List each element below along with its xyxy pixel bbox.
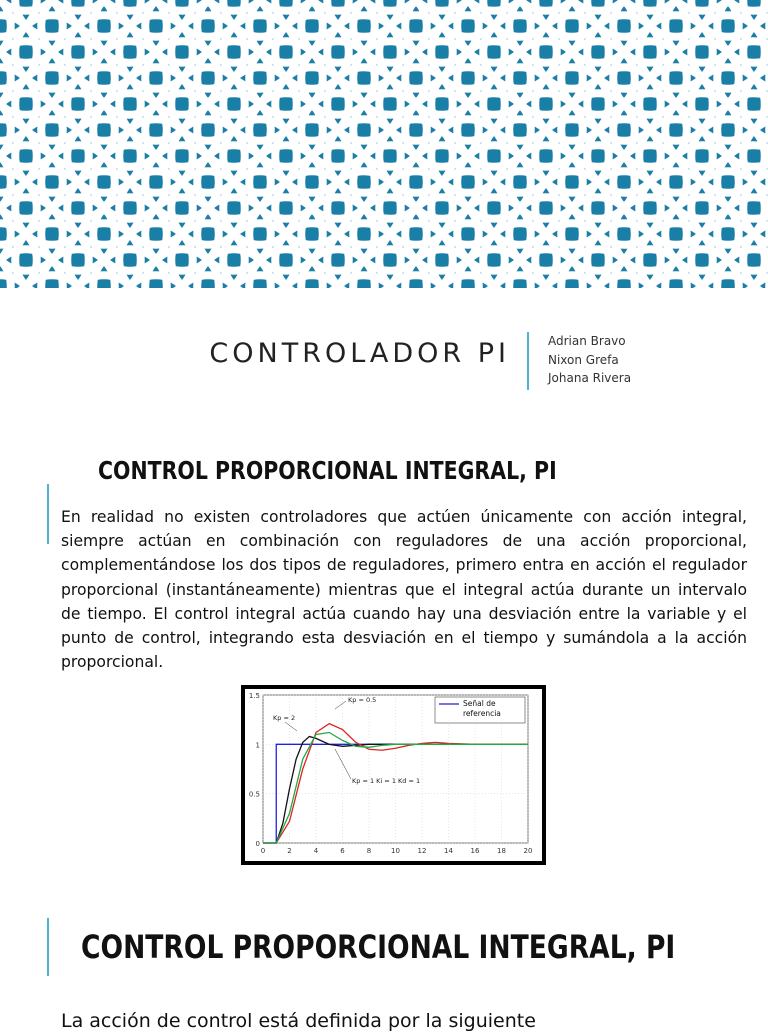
x-tick-label: 2: [287, 847, 292, 855]
accent-bar: [47, 484, 49, 544]
author-name: Nixon Grefa: [548, 352, 619, 367]
section-heading: CONTROL PROPORCIONAL INTEGRAL, PI: [81, 928, 676, 966]
legend-label: referencia: [463, 709, 501, 718]
authors-list: [548, 332, 631, 388]
x-tick-label: 18: [497, 847, 506, 855]
chart-annotation: Kp = 1 Ki = 1 Kd = 1: [352, 777, 421, 785]
decorative-banner: [0, 0, 768, 288]
chart-annotation: Kp = 0.5: [348, 696, 377, 704]
interlocking-circles-pattern: [0, 0, 768, 288]
y-tick-label: 0.5: [248, 790, 260, 799]
author-name: Adrian Bravo: [548, 334, 626, 348]
chart-annotation: Kp = 2: [273, 714, 296, 722]
x-tick-label: 14: [444, 847, 453, 855]
x-tick-label: 12: [417, 847, 427, 855]
partial-body-text: La acción de control está definida por la siguiente: [61, 1010, 536, 1032]
body-paragraph: En realidad no existen controladores que actúen únicamente con acción integral, siempre actúan en combinación con reguladores de una acción proporcional, complementándose los dos tipos de reguladores, primero entra en acción el regulador proporcional (instantáneamente) mientras que el integral actúa durante un intervalo de tiempo. El control integral actúa cuando hay una desviación entre la variable y el punto de control, integrando esta desviación en el tiempo y sumándola a la acción proporcional.: [61, 508, 747, 672]
title-block: [0, 330, 768, 390]
x-tick-label: 6: [340, 847, 345, 855]
x-tick-label: 0: [260, 847, 266, 855]
y-tick-label: 1: [255, 741, 260, 750]
title-divider: [527, 332, 529, 390]
y-tick-label: 1.5: [248, 692, 260, 700]
legend-label: Señal de: [463, 699, 496, 708]
y-tick-label: 0: [255, 840, 260, 848]
author-name: Johana Rivera: [548, 371, 632, 385]
legend: [435, 697, 525, 723]
x-tick-label: 10: [391, 847, 400, 855]
x-tick-label: 4: [313, 847, 319, 855]
x-tick-label: 8: [366, 847, 372, 855]
x-tick-label: 20: [523, 847, 533, 855]
accent-bar: [47, 918, 49, 976]
x-tick-label: 16: [470, 847, 480, 855]
chart-canvas: [245, 689, 542, 861]
pi-response-chart: [241, 685, 546, 865]
presentation-title: CONTROLADOR PI: [209, 338, 510, 369]
section-heading: CONTROL PROPORCIONAL INTEGRAL, PI: [98, 456, 557, 485]
